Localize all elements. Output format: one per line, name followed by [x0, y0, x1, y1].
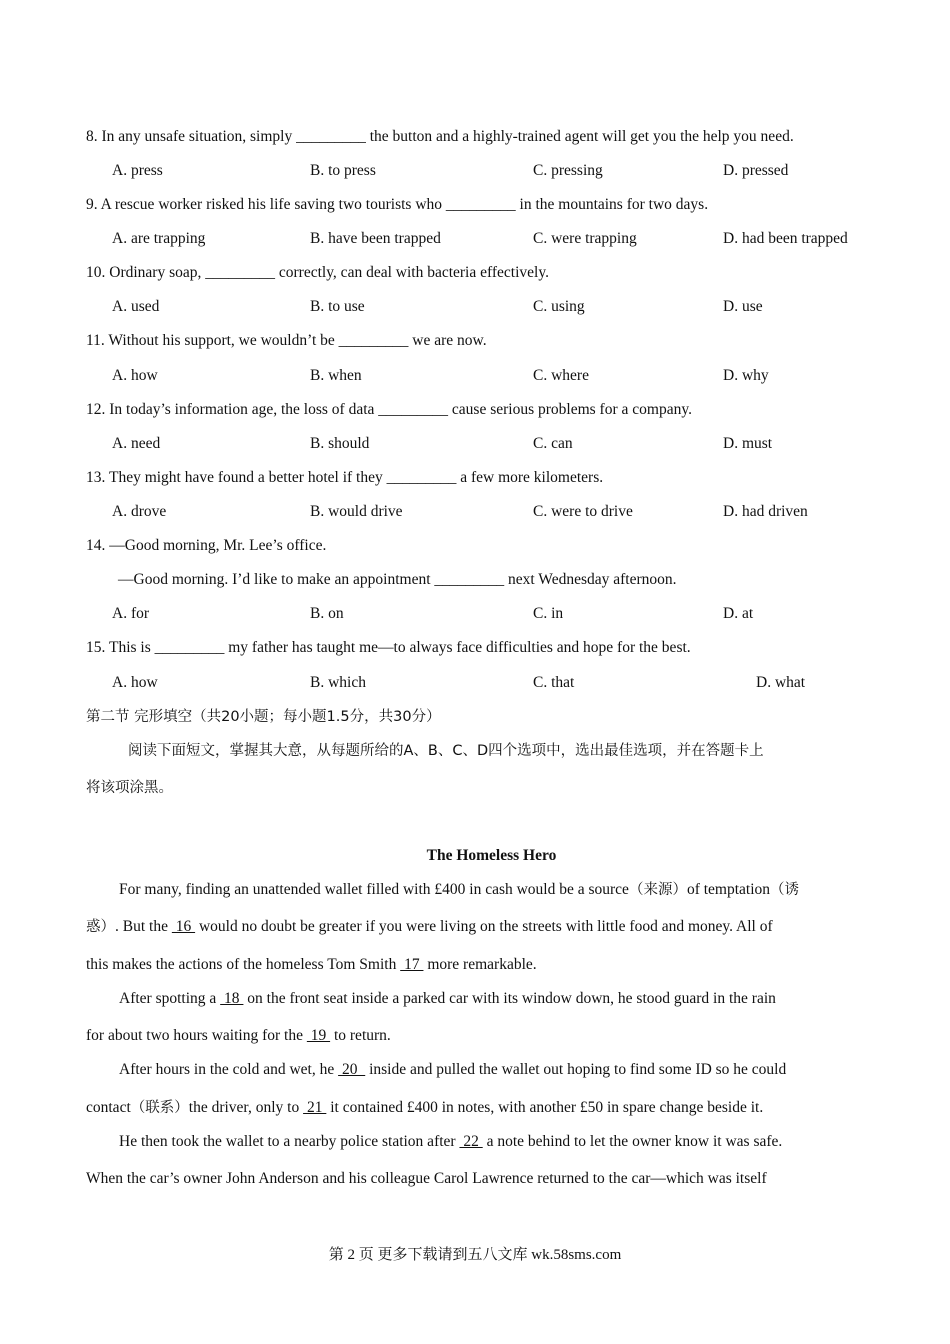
paragraph-text: to return.	[333, 1027, 391, 1044]
question-15-option-b: B. which	[310, 674, 366, 691]
question-14-stem: 14. —Good morning, Mr. Lee’s office.	[86, 537, 327, 554]
question-14-option-d: D. at	[723, 605, 754, 622]
question-14-option-b: B. on	[310, 605, 344, 622]
question-8-option-a: A. press	[112, 162, 163, 179]
question-15-stem: 15. This is _________ my father has taught me—to always face difficulties and hope for the best.	[86, 639, 691, 656]
question-12-option-a: A. need	[112, 435, 161, 452]
paragraph-text: a note behind to let the owner know it was safe.	[486, 1133, 783, 1150]
paragraph-text: He then took the wallet to a nearby police station after	[119, 1133, 456, 1150]
question-11-option-d: D. why	[723, 367, 769, 384]
page-footer: 第 2 页 更多下载请到五八文库 wk.58sms.com	[328, 1247, 622, 1263]
question-12-option-d: D. must	[723, 435, 773, 452]
chinese-gloss: （诱	[770, 882, 800, 898]
section-instruction-line-2: 将该项涂黑。	[86, 780, 173, 796]
question-15-option-c: C. that	[533, 674, 575, 691]
question-8-option-d: D. pressed	[723, 162, 789, 179]
paragraph-text: contact	[86, 1099, 131, 1116]
paragraph-2-line-1	[119, 989, 776, 1009]
chinese-gloss: （联系）	[130, 1100, 189, 1116]
paragraph-text: it contained £400 in notes, with another £50 in spare change beside it.	[330, 1099, 764, 1116]
paragraph-text: on the front seat inside a parked car with its window down, he stood guard in the rain	[247, 990, 776, 1007]
paragraph-text: for about two hours waiting for the	[86, 1027, 303, 1044]
paragraph-4-line-2: When the car’s owner John Anderson and his colleague Carol Lawrence returned to the car—which was itself	[86, 1170, 767, 1187]
question-14-option-c: C. in	[533, 605, 564, 622]
question-14-stem-reply: —Good morning. I’d like to make an appointment _________ next Wednesday afternoon.	[118, 571, 677, 588]
paragraph-text: would no doubt be greater if you were living on the streets with little food and money. All of	[198, 918, 773, 935]
question-9-option-d: D. had been trapped	[723, 230, 848, 247]
paragraph-text: inside and pulled the wallet out hoping to find some ID so he could	[369, 1061, 787, 1078]
question-10-stem: 10. Ordinary soap, _________ correctly, can deal with bacteria effectively.	[86, 264, 549, 281]
question-8-stem: 8. In any unsafe situation, simply _________ the button and a highly-trained agent will get you the help you need.	[86, 128, 794, 145]
paragraph-text: the driver, only to	[188, 1099, 300, 1116]
question-10-option-b: B. to use	[310, 298, 365, 315]
section-instruction-line-1: 阅读下面短文，掌握其大意，从每题所给的A、B、C、D四个选项中，选出最佳选项，并在答题卡上	[128, 743, 764, 759]
paragraph-text: After spotting a	[119, 990, 217, 1007]
question-12-option-c: C. can	[533, 435, 573, 452]
blank-18: 18	[220, 990, 244, 1007]
question-15-option-d: D. what	[756, 674, 806, 691]
question-9-option-a: A. are trapping	[112, 230, 206, 247]
question-14-option-a: A. for	[112, 605, 150, 622]
question-11-option-b: B. when	[310, 367, 362, 384]
question-11-option-c: C. where	[533, 367, 589, 384]
question-11-option-a: A. how	[112, 367, 158, 384]
blank-17: 17	[400, 956, 424, 973]
question-12-stem: 12. In today’s information age, the loss of data _________ cause serious problems for a company.	[86, 401, 692, 418]
blank-19: 19	[306, 1027, 331, 1044]
paragraph-text: more remarkable.	[427, 956, 537, 973]
paragraph-text: . But the	[115, 918, 168, 935]
paragraph-text: For many, finding an unattended wallet filled with £400 in cash would be a source	[119, 881, 629, 898]
question-10-option-d: D. use	[723, 298, 763, 315]
blank-20: 20	[338, 1061, 366, 1078]
question-11-stem: 11. Without his support, we wouldn’t be _________ we are now.	[86, 332, 487, 349]
paragraph-text: of temptation	[686, 881, 771, 898]
paragraph-1-line-1	[119, 880, 799, 900]
paragraph-2-line-2	[86, 1026, 391, 1046]
paragraph-3-line-1	[119, 1060, 786, 1080]
question-9-option-b: B. have been trapped	[310, 230, 441, 247]
blank-21: 21	[303, 1099, 327, 1116]
section-heading: 第二节 完形填空（共20小题；每小题1.5分，共30分）	[86, 709, 441, 725]
chinese-gloss: 惑）	[86, 919, 115, 935]
question-13-option-d: D. had driven	[723, 503, 808, 520]
paragraph-1-line-2	[86, 917, 773, 937]
question-10-option-c: C. using	[533, 298, 585, 315]
question-8-option-c: C. pressing	[533, 162, 603, 179]
passage-title: The Homeless Hero	[426, 847, 557, 864]
question-10-option-a: A. used	[112, 298, 160, 315]
question-13-option-c: C. were to drive	[533, 503, 633, 520]
blank-16: 16	[171, 918, 196, 935]
question-9-option-c: C. were trapping	[533, 230, 637, 247]
paragraph-4-line-1	[119, 1132, 782, 1152]
blank-22: 22	[459, 1133, 483, 1150]
paragraph-text: this makes the actions of the homeless Tom Smith	[86, 956, 397, 973]
question-13-option-b: B. would drive	[310, 503, 403, 520]
question-12-option-b: B. should	[310, 435, 370, 452]
question-15-option-a: A. how	[112, 674, 158, 691]
paragraph-1-line-3	[86, 955, 537, 975]
paragraph-3-line-2	[86, 1098, 763, 1118]
chinese-gloss: （来源）	[628, 882, 687, 898]
question-13-stem: 13. They might have found a better hotel if they _________ a few more kilometers.	[86, 469, 604, 486]
question-8-option-b: B. to press	[310, 162, 376, 179]
paragraph-text: After hours in the cold and wet, he	[119, 1061, 335, 1078]
question-13-option-a: A. drove	[112, 503, 167, 520]
question-9-stem: 9. A rescue worker risked his life saving two tourists who _________ in the mountains for two days.	[86, 196, 709, 213]
